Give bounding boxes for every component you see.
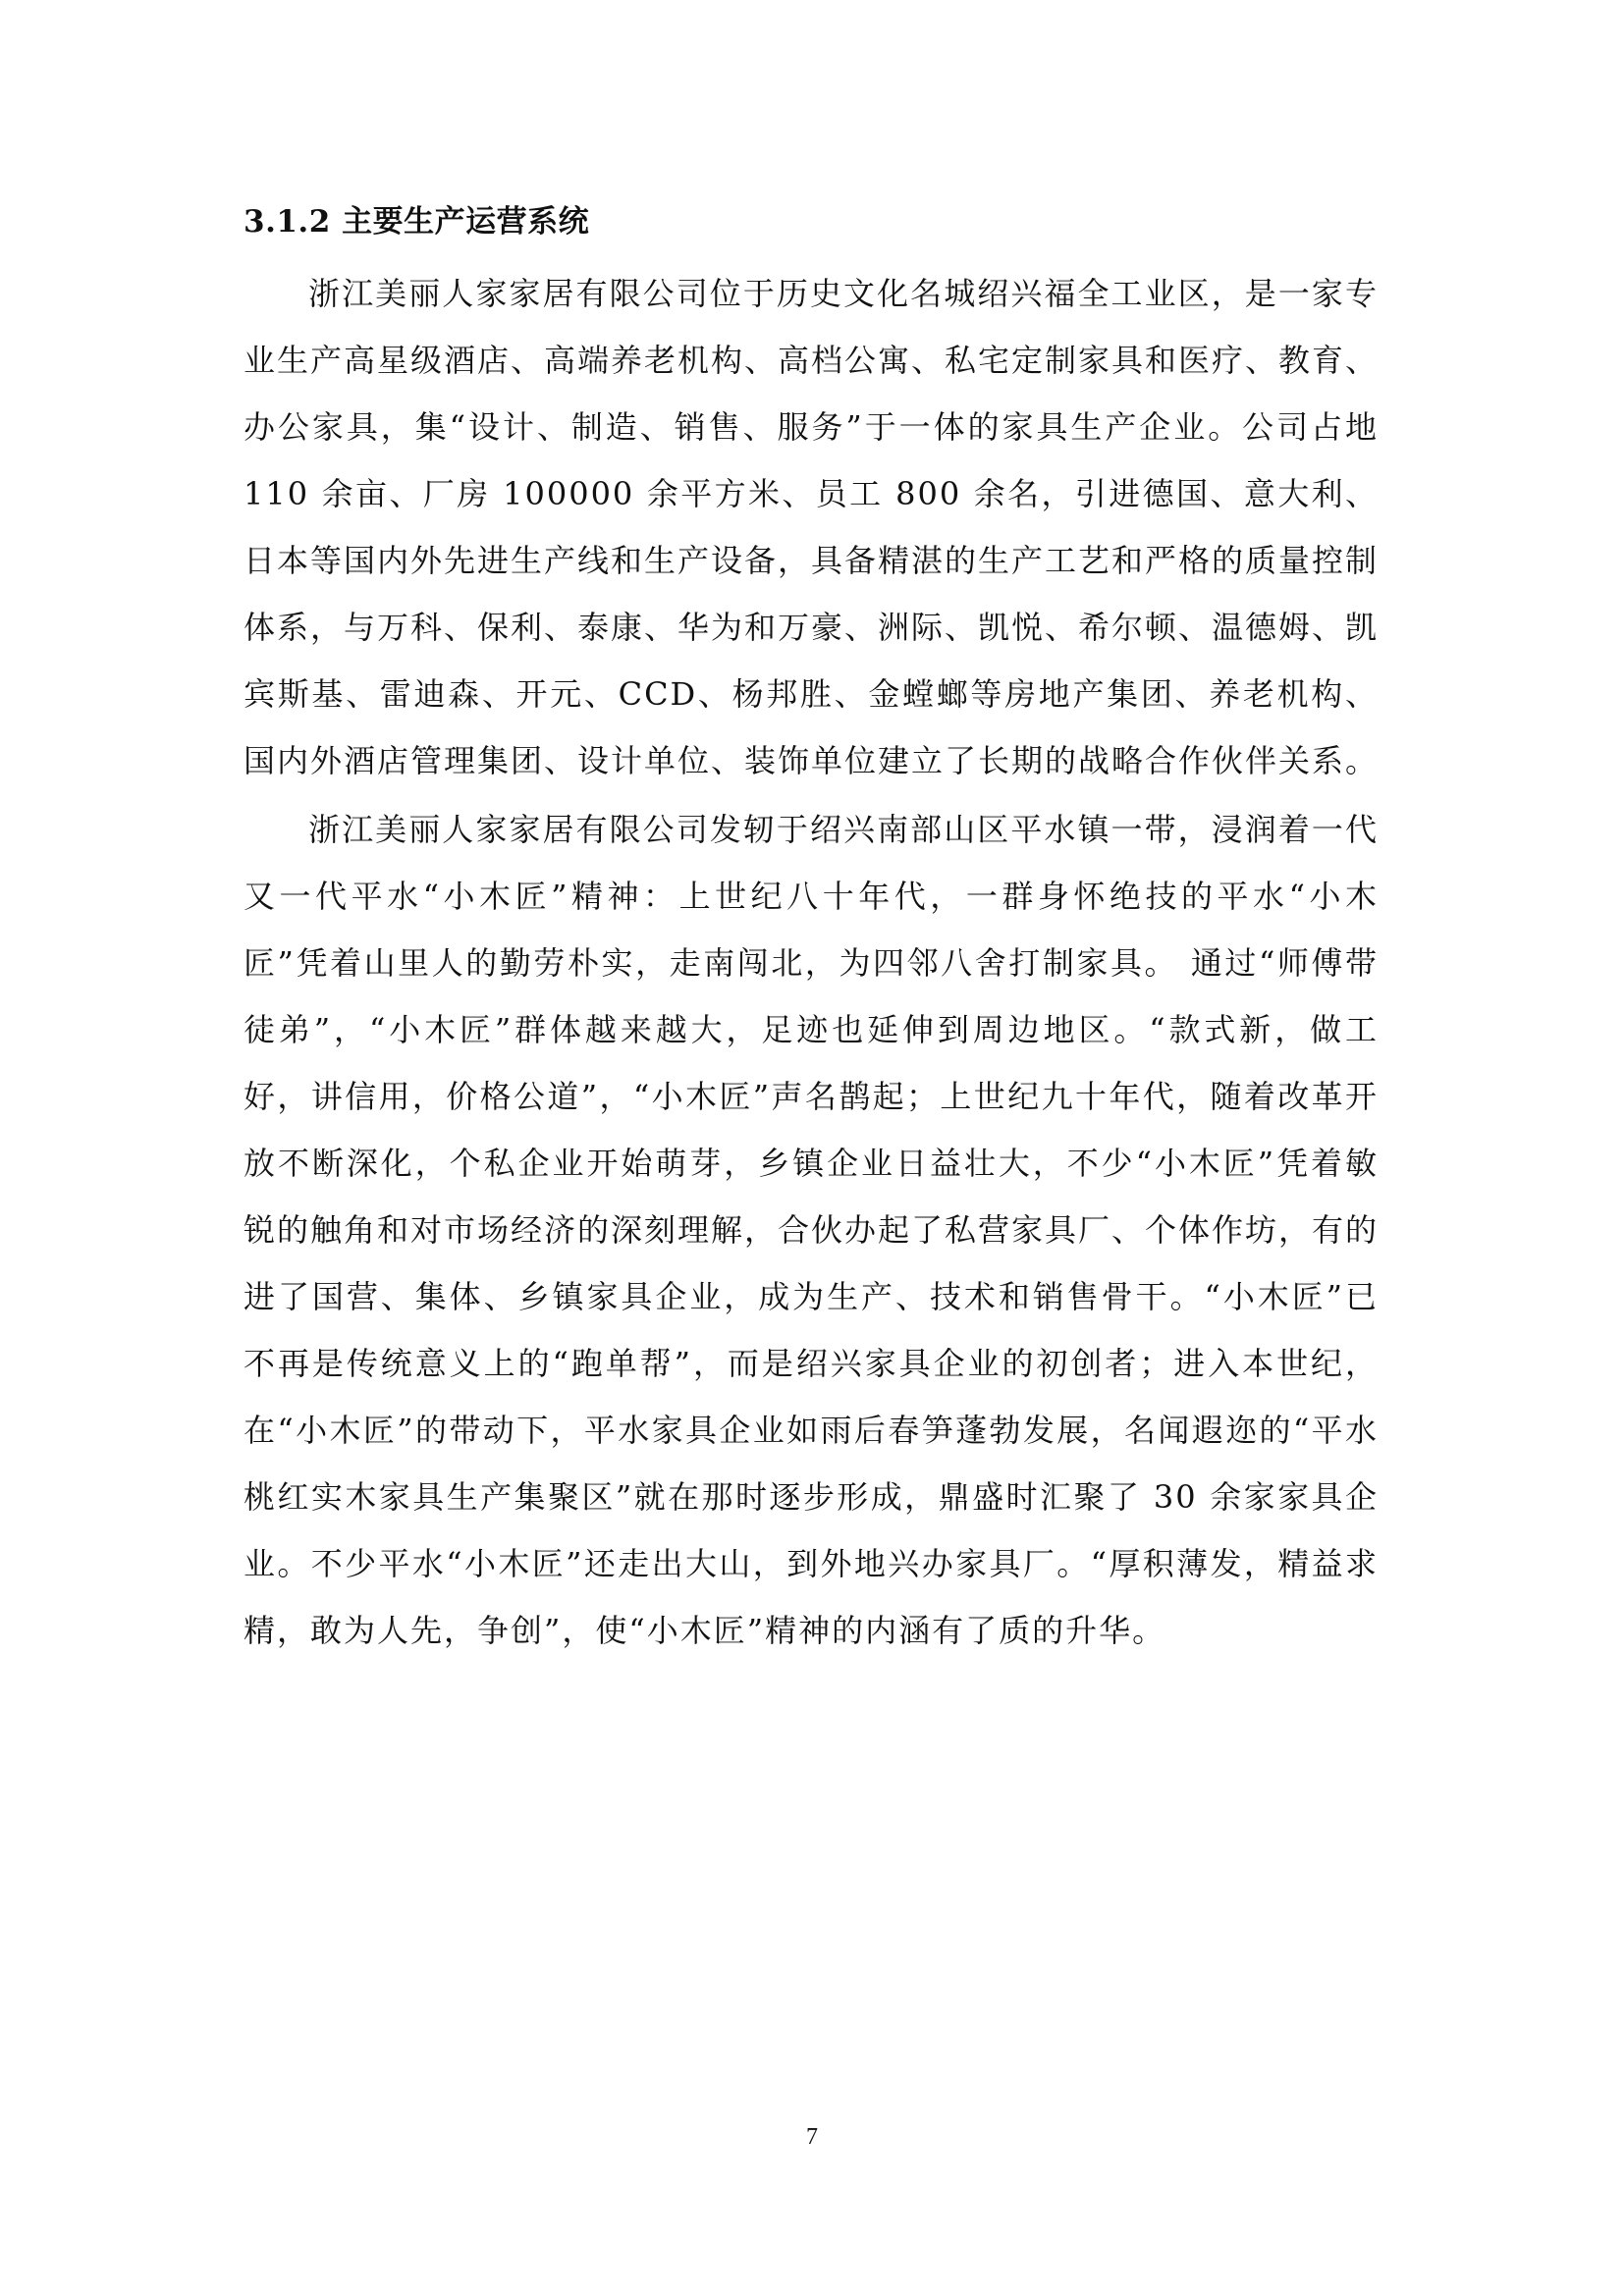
paragraph-company-history: 浙江美丽人家家居有限公司发轫于绍兴南部山区平水镇一带，浸润着一代又一代平水“小木匠”精神：上世纪八十年代，一群身怀绝技的平水“小木匠”凭着山里人的勤劳朴实，走南闯北，为四邻八舍打制家具。 通过“师傅带徒弟”，“小木匠”群体越来越大，足迹也延伸到周边地区。“款式新，做工好，讲信用，价格公道”，“小木匠”声名鹊起；上世纪九十年代，随着改革开放不断深化，个私企业开始萌芽，乡镇企业日益壮大，不少“小木匠”凭着敏锐的触角和对市场经济的深刻理解，合伙办起了私营家具厂、个体作坊，有的进了国营、集体、乡镇家具企业，成为生产、技术和销售骨干。“小木匠”已不再是传统意义上的“跑单帮”，而是绍兴家具企业的初创者；进入本世纪，在“小木匠”的带动下，平水家具企业如雨后春笋蓬勃发展，名闻遐迩的“平水桃红实木家具生产集聚区”就在那时逐步形成，鼎盛时汇聚了 30 余家家具企业。不少平水“小木匠”还走出大山，到外地兴办家具厂。“厚积薄发，精益求精，敢为人先，争创”，使“小木匠”精神的内涵有了质的升华。: [244, 811, 1380, 1649]
paragraph-company-overview: 浙江美丽人家家居有限公司位于历史文化名城绍兴福全工业区，是一家专业生产高星级酒店、高端养老机构、高档公寓、私宅定制家具和医疗、教育、办公家具，集“设计、制造、销售、服务”于一体的家具生产企业。公司占地110 余亩、厂房 100000 余平方米、员工 800 余名，引进德国、意大利、日本等国内外先进生产线和生产设备，具备精湛的生产工艺和严格的质量控制体系，与万科、保利、泰康、华为和万豪、洲际、凯悦、希尔顿、温德姆、凯宾斯基、雷迪森、开元、CCD、杨邦胜、金螳螂等房地产集团、养老机构、国内外酒店管理集团、设计单位、装饰单位建立了长期的战略合作伙伴关系。: [244, 275, 1380, 779]
page-number: 7: [806, 2124, 818, 2150]
section-heading: 3.1.2 主要生产运营系统: [244, 204, 590, 240]
